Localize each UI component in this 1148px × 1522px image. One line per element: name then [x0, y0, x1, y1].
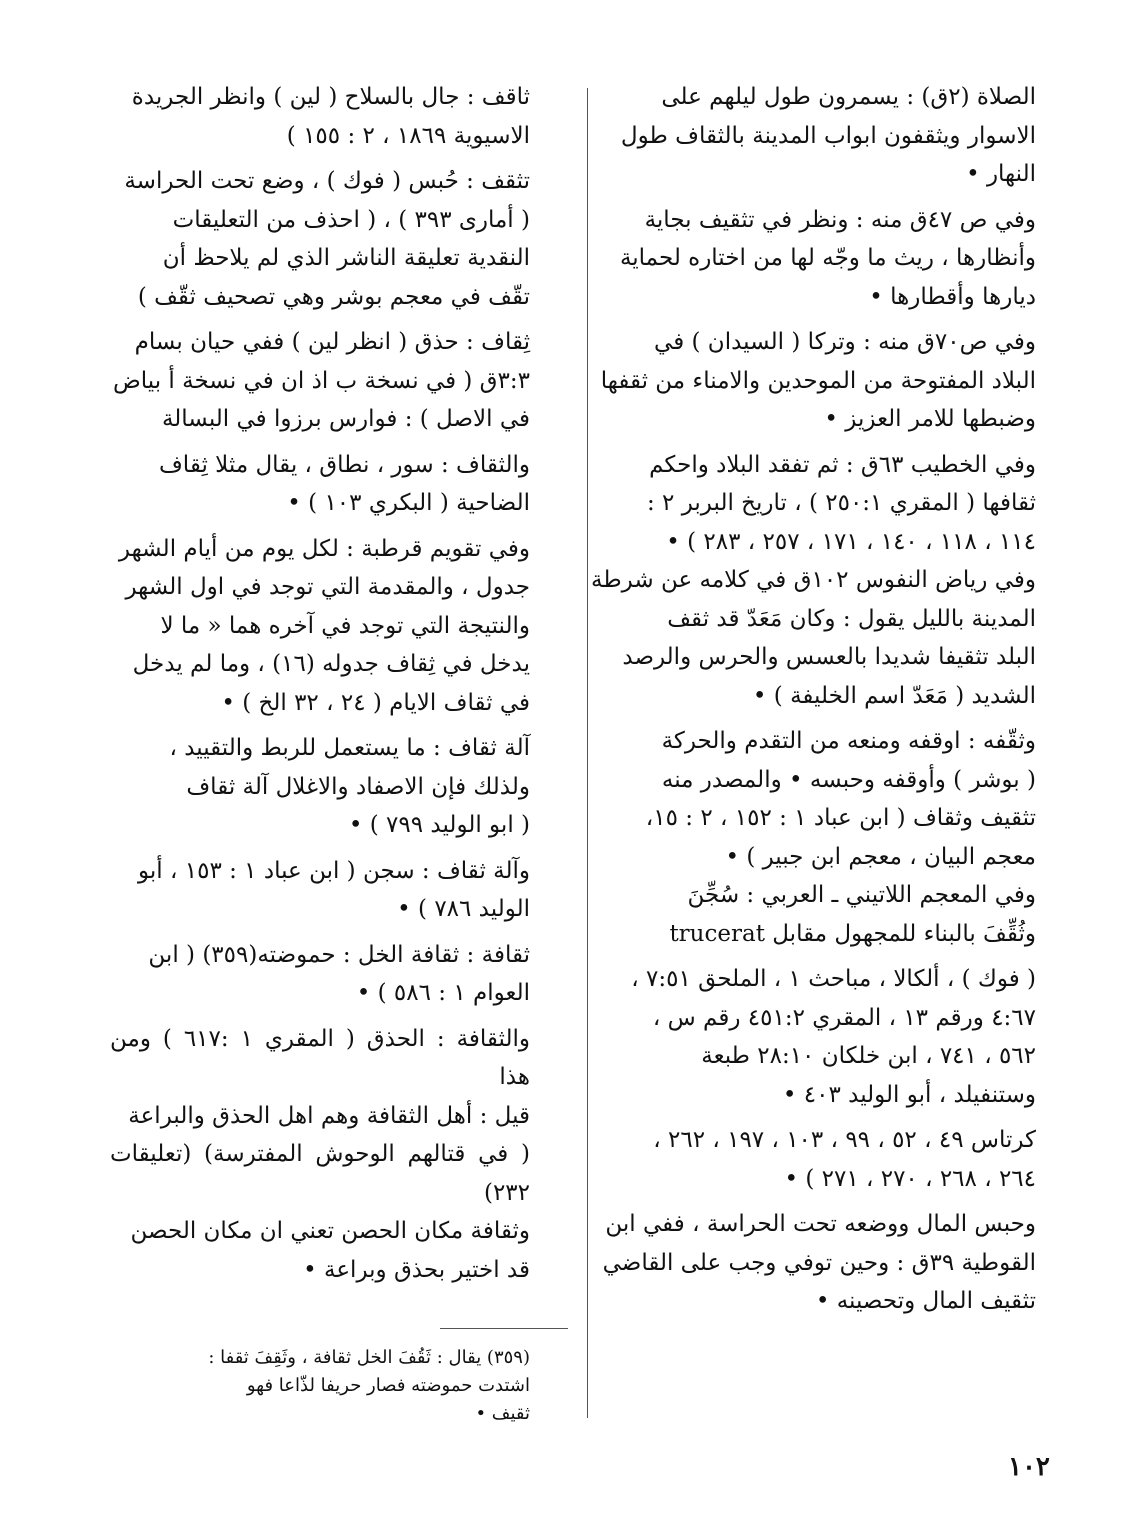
right-paragraph: الصلاة (٢ق) : يسمرون طول ليلهم على الاسوار ويثقفون ابواب المدينة بالثقاف طول النهار •: [620, 84, 1036, 187]
left-paragraph: والثقاف : سور ، نطاق ، يقال مثلا ثِقاف الضاحية ( البكري ١٠٣ ) •: [158, 451, 530, 516]
left-paragraph: والثقافة : الحذق ( المقري ١ :٦١٧ ) ومن هذا قيل : أهل الثقافة وهم اهل الحذق والبراعة ( في قتالهم الوحوش المفترسة) (تعليقات ٢٣٢) وثقافة مكان الحصن تعني ان مكان الحصن قد اختير بحذق وبراعة •: [110, 1025, 530, 1283]
left-paragraph: آلة ثقاف : ما يستعمل للربط والتقييد ، ولذلك فإن الاصفاد والاغلال آلة ثقاف ( ابو الوليد ٧٩٩ ) •: [169, 735, 530, 838]
right-paragraph: وفي ص٧٠ق منه : وتركا ( السيدان ) في البلاد المفتوحة من الموحدين والامناء من ثقفها وضبطها للامر العزيز •: [600, 329, 1036, 432]
left-paragraph: ثِقاف : حذق ( انظر لين ) ففي حيان بسام ٣:٣ق ( في نسخة ب اذ ان في نسخة أ بياض في الاصل ) : فوارس برزوا في البسالة: [112, 329, 530, 432]
right-paragraph: كرتاس ٤٩ ، ٥٢ ، ٩٩ ، ١٠٣ ، ١٩٧ ، ٢٦٢ ، ٢٦٤ ، ٢٦٨ ، ٢٧٠ ، ٢٧١ ) •: [653, 1127, 1036, 1192]
right-paragraph: وثقّفه : اوقفه ومنعه من التقدم والحركة ( بوشر ) وأوقفه وحبسه • والمصدر منه تثقيف وثقاف ( ابن عباد ١ : ١٥٢ ، ٢ : ١٥، معجم البيان ، معجم ابن جبير ) • وفي المعجم اللاتيني ـ العربي : سُجِّنَ وثُقِّفَ بالبناء للمجهول مقابل trucerat: [645, 728, 1036, 947]
footnote-rule: [440, 1328, 568, 1329]
footnote: (٣٥٩) يقال : ثَقُفَ الخل ثقافة ، وثَقِفَ ثقفا : اشتدت حموضته فصار حريفا لذّاعا فهو ثقيف •: [208, 1347, 530, 1424]
right-paragraph: وفي ص ٤٧ق منه : ونظر في تثقيف بجاية وأنظارها ، ريث ما وجّه لها من اختاره لحماية ديارها وأقطارها •: [619, 206, 1036, 310]
right-paragraph: وفي الخطيب ٦٣ق : ثم تفقد البلاد واحكم ثقافها ( المقري ٢٥٠:١ ) ، تاريخ البربر ٢ : ١١٤ ، ١١٨ ، ١٤٠ ، ١٧١ ، ٢٥٧ ، ٢٨٣ ) • وفي رياض النفوس ١٠٢ق في كلامه عن شرطة المدينة بالليل يقول : وكان مَعَدّ قد ثقف البلد تثقيفا شديدا بالعسس والحرس والرصد الشديد ( مَعَدّ اسم الخليفة ) •: [591, 451, 1036, 709]
left-paragraph: وآلة ثقاف : سجن ( ابن عباد ١ : ١٥٣ ، أبو الوليد ٧٨٦ ) •: [138, 857, 530, 922]
page-number: ١٠٢: [1008, 1452, 1050, 1482]
right-paragraph: ( فوك ) ، ألكالا ، مباحث ١ ، الملحق ٧:٥١ ، ٤:٦٧ ورقم ١٣ ، المقري ٤٥١:٢ رقم س ، ٥٦٢ ، ٧٤١ ، ابن خلكان ٢٨:١٠ طبعة وستنفيلد ، أبو الوليد ٤٠٣ •: [631, 966, 1036, 1108]
column-divider: [587, 88, 588, 1418]
left-paragraph: وفي تقويم قرطبة : لكل يوم من أيام الشهر جدول ، والمقدمة التي توجد في اول الشهر والنتيجة التي توجد في آخره هما « ما لا يدخل في ثِقاف جدوله (١٦) ، وما لم يدخل في ثقاف الايام ( ٢٤ ، ٣٢ الخ ) •: [118, 535, 530, 716]
left-paragraph: تثقف : حُبس ( فوك ) ، وضع تحت الحراسة ( أماری ٣٩٣ ) ، ( احذف من التعليقات النقدية تعليقة الناشر الذي لم يلاحظ أن تقّف في معجم بوشر وهي تصحيف ثقّف ): [124, 168, 530, 310]
right-column: [588, 78, 1036, 1328]
right-paragraph: وحبس المال ووضعه تحت الحراسة ، ففي ابن القوطية ٣٩ق : وحين توفي وجب على القاضي تثقيف المال وتحصينه •: [602, 1211, 1036, 1314]
left-paragraph: ثاقف : جال بالسلاح ( لين ) وانظر الجريدة الاسيوية ١٨٦٩ ، ٢ : ١٥٥ ): [131, 84, 530, 149]
left-column: [110, 78, 530, 1296]
left-paragraph: ثقافة : ثقافة الخل : حموضته(٣٥٩) ( ابن العوام ١ : ٥٨٦ ) •: [148, 941, 530, 1006]
